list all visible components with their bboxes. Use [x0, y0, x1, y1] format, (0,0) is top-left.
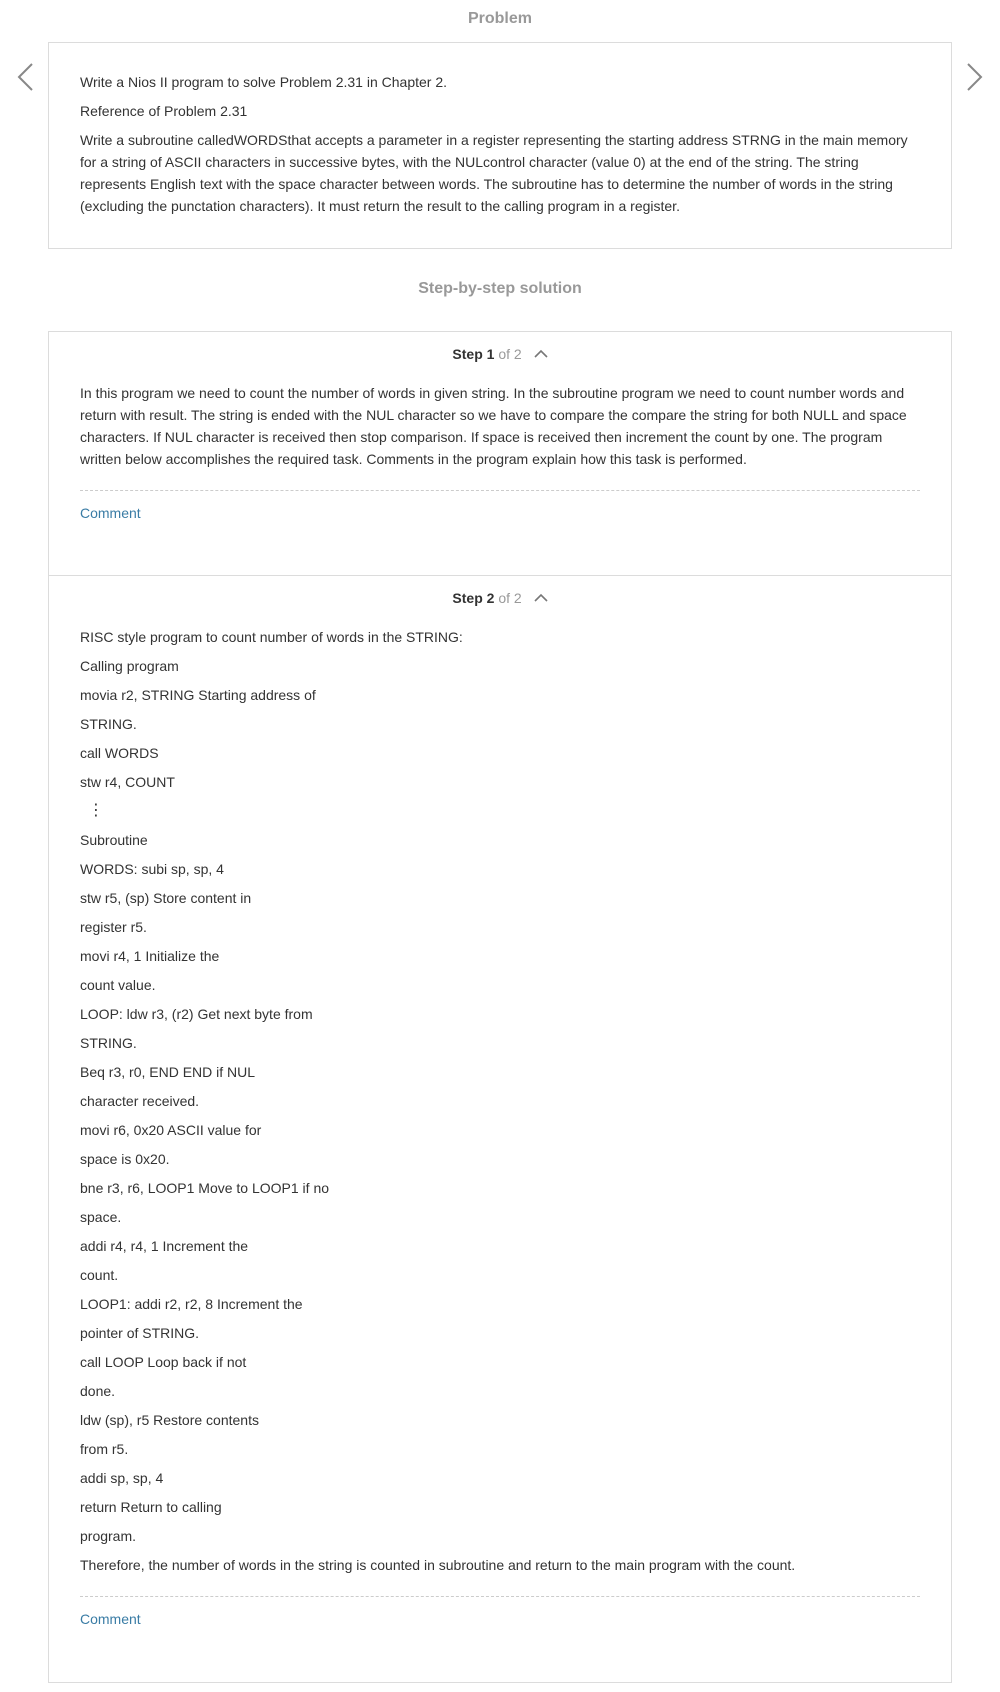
solution-card — [48, 331, 952, 1683]
problem-title: Problem — [467, 10, 532, 27]
chevron-up-icon[interactable] — [534, 588, 548, 606]
step-2-code — [80, 626, 920, 1583]
vertical-ellipsis: ⋮ — [88, 802, 104, 819]
code-line: space. — [80, 1209, 122, 1225]
step-2 — [49, 576, 951, 1682]
step-label: Step 2 — [452, 590, 495, 606]
code-line: stw r5, (sp) Store content in — [80, 890, 252, 906]
code-line: call LOOP Loop back if not — [80, 1354, 247, 1370]
step-1-text: In this program we need to count the number of words in given string. In the subroutine program we need to count number words and return with result. The string is ended with the NUL character so we have to compare the compare the string for both NULL and space characters. If NUL character is received then stop comparison. If space is received then increment the count by one. The program written below accomplishes the required task. Comments in the program explain how this task is performed. — [80, 385, 907, 467]
step-label: Step 1 — [452, 346, 495, 362]
code-line: space is 0x20. — [80, 1151, 170, 1167]
code-line: WORDS: subi sp, sp, 4 — [80, 861, 224, 877]
code-line: register r5. — [80, 919, 147, 935]
problem-reference: Reference of Problem 2.31 — [80, 103, 248, 119]
code-line: STRING. — [80, 1035, 137, 1051]
solution-title: Step-by-step solution — [418, 280, 582, 297]
code-line: movi r6, 0x20 ASCII value for — [80, 1122, 262, 1138]
code-line: from r5. — [80, 1441, 129, 1457]
problem-description: Write a subroutine calledWORDSthat accepts a parameter in a register representing the starting address STRNG in the main memory for a string of ASCII characters in successive bytes, with the NULcontrol character (value 0) at the end of the string. The string represents English text with the space character between words. The subroutine has to determine the number of words in the string (excluding the punctation characters). It must return the result to the calling program in a register. — [80, 132, 908, 214]
code-line: STRING. — [80, 716, 137, 732]
code-line: call WORDS — [80, 745, 159, 761]
code-line: movia r2, STRING Starting address of — [80, 687, 316, 703]
code-line: addi sp, sp, 4 — [80, 1470, 164, 1486]
code-line: bne r3, r6, LOOP1 Move to LOOP1 if no — [80, 1180, 330, 1196]
code-line: RISC style program to count number of words in the STRING: — [80, 629, 463, 645]
conclusion-text: Therefore, the number of words in the string is counted in subroutine and return to the main program with the count. — [80, 1557, 796, 1573]
code-line: return Return to calling — [80, 1499, 222, 1515]
previous-button[interactable] — [14, 60, 38, 94]
step-count: of 2 — [498, 590, 522, 606]
chevron-up-icon[interactable] — [534, 344, 548, 362]
code-line: Calling program — [80, 658, 179, 674]
code-line: pointer of STRING. — [80, 1325, 200, 1341]
step-count: of 2 — [498, 346, 522, 362]
chevron-right-icon — [962, 60, 986, 94]
code-line: Subroutine — [80, 832, 148, 848]
step-2-header[interactable] — [80, 576, 920, 626]
code-line: count value. — [80, 977, 156, 993]
code-line: ldw (sp), r5 Restore contents — [80, 1412, 259, 1428]
code-line: stw r4, COUNT — [80, 774, 175, 790]
code-line: done. — [80, 1383, 116, 1399]
code-line: movi r4, 1 Initialize the — [80, 948, 220, 964]
code-line: LOOP1: addi r2, r2, 8 Increment the — [80, 1296, 303, 1312]
code-line: count. — [80, 1267, 119, 1283]
problem-statement: Write a Nios II program to solve Problem 2.31 in Chapter 2. — [80, 74, 448, 90]
problem-card — [48, 42, 952, 249]
code-line: LOOP: ldw r3, (r2) Get next byte from — [80, 1006, 313, 1022]
comment-link[interactable]: Comment — [80, 505, 141, 521]
next-button[interactable] — [962, 60, 986, 94]
comment-link[interactable]: Comment — [80, 1611, 141, 1627]
code-line: Beq r3, r0, END END if NUL — [80, 1064, 256, 1080]
step-1 — [49, 332, 951, 576]
divider — [80, 490, 920, 491]
code-line: character received. — [80, 1093, 200, 1109]
step-1-header[interactable] — [80, 332, 920, 382]
code-line: program. — [80, 1528, 137, 1544]
code-line: addi r4, r4, 1 Increment the — [80, 1238, 249, 1254]
divider — [80, 1596, 920, 1597]
chevron-left-icon — [14, 60, 38, 94]
